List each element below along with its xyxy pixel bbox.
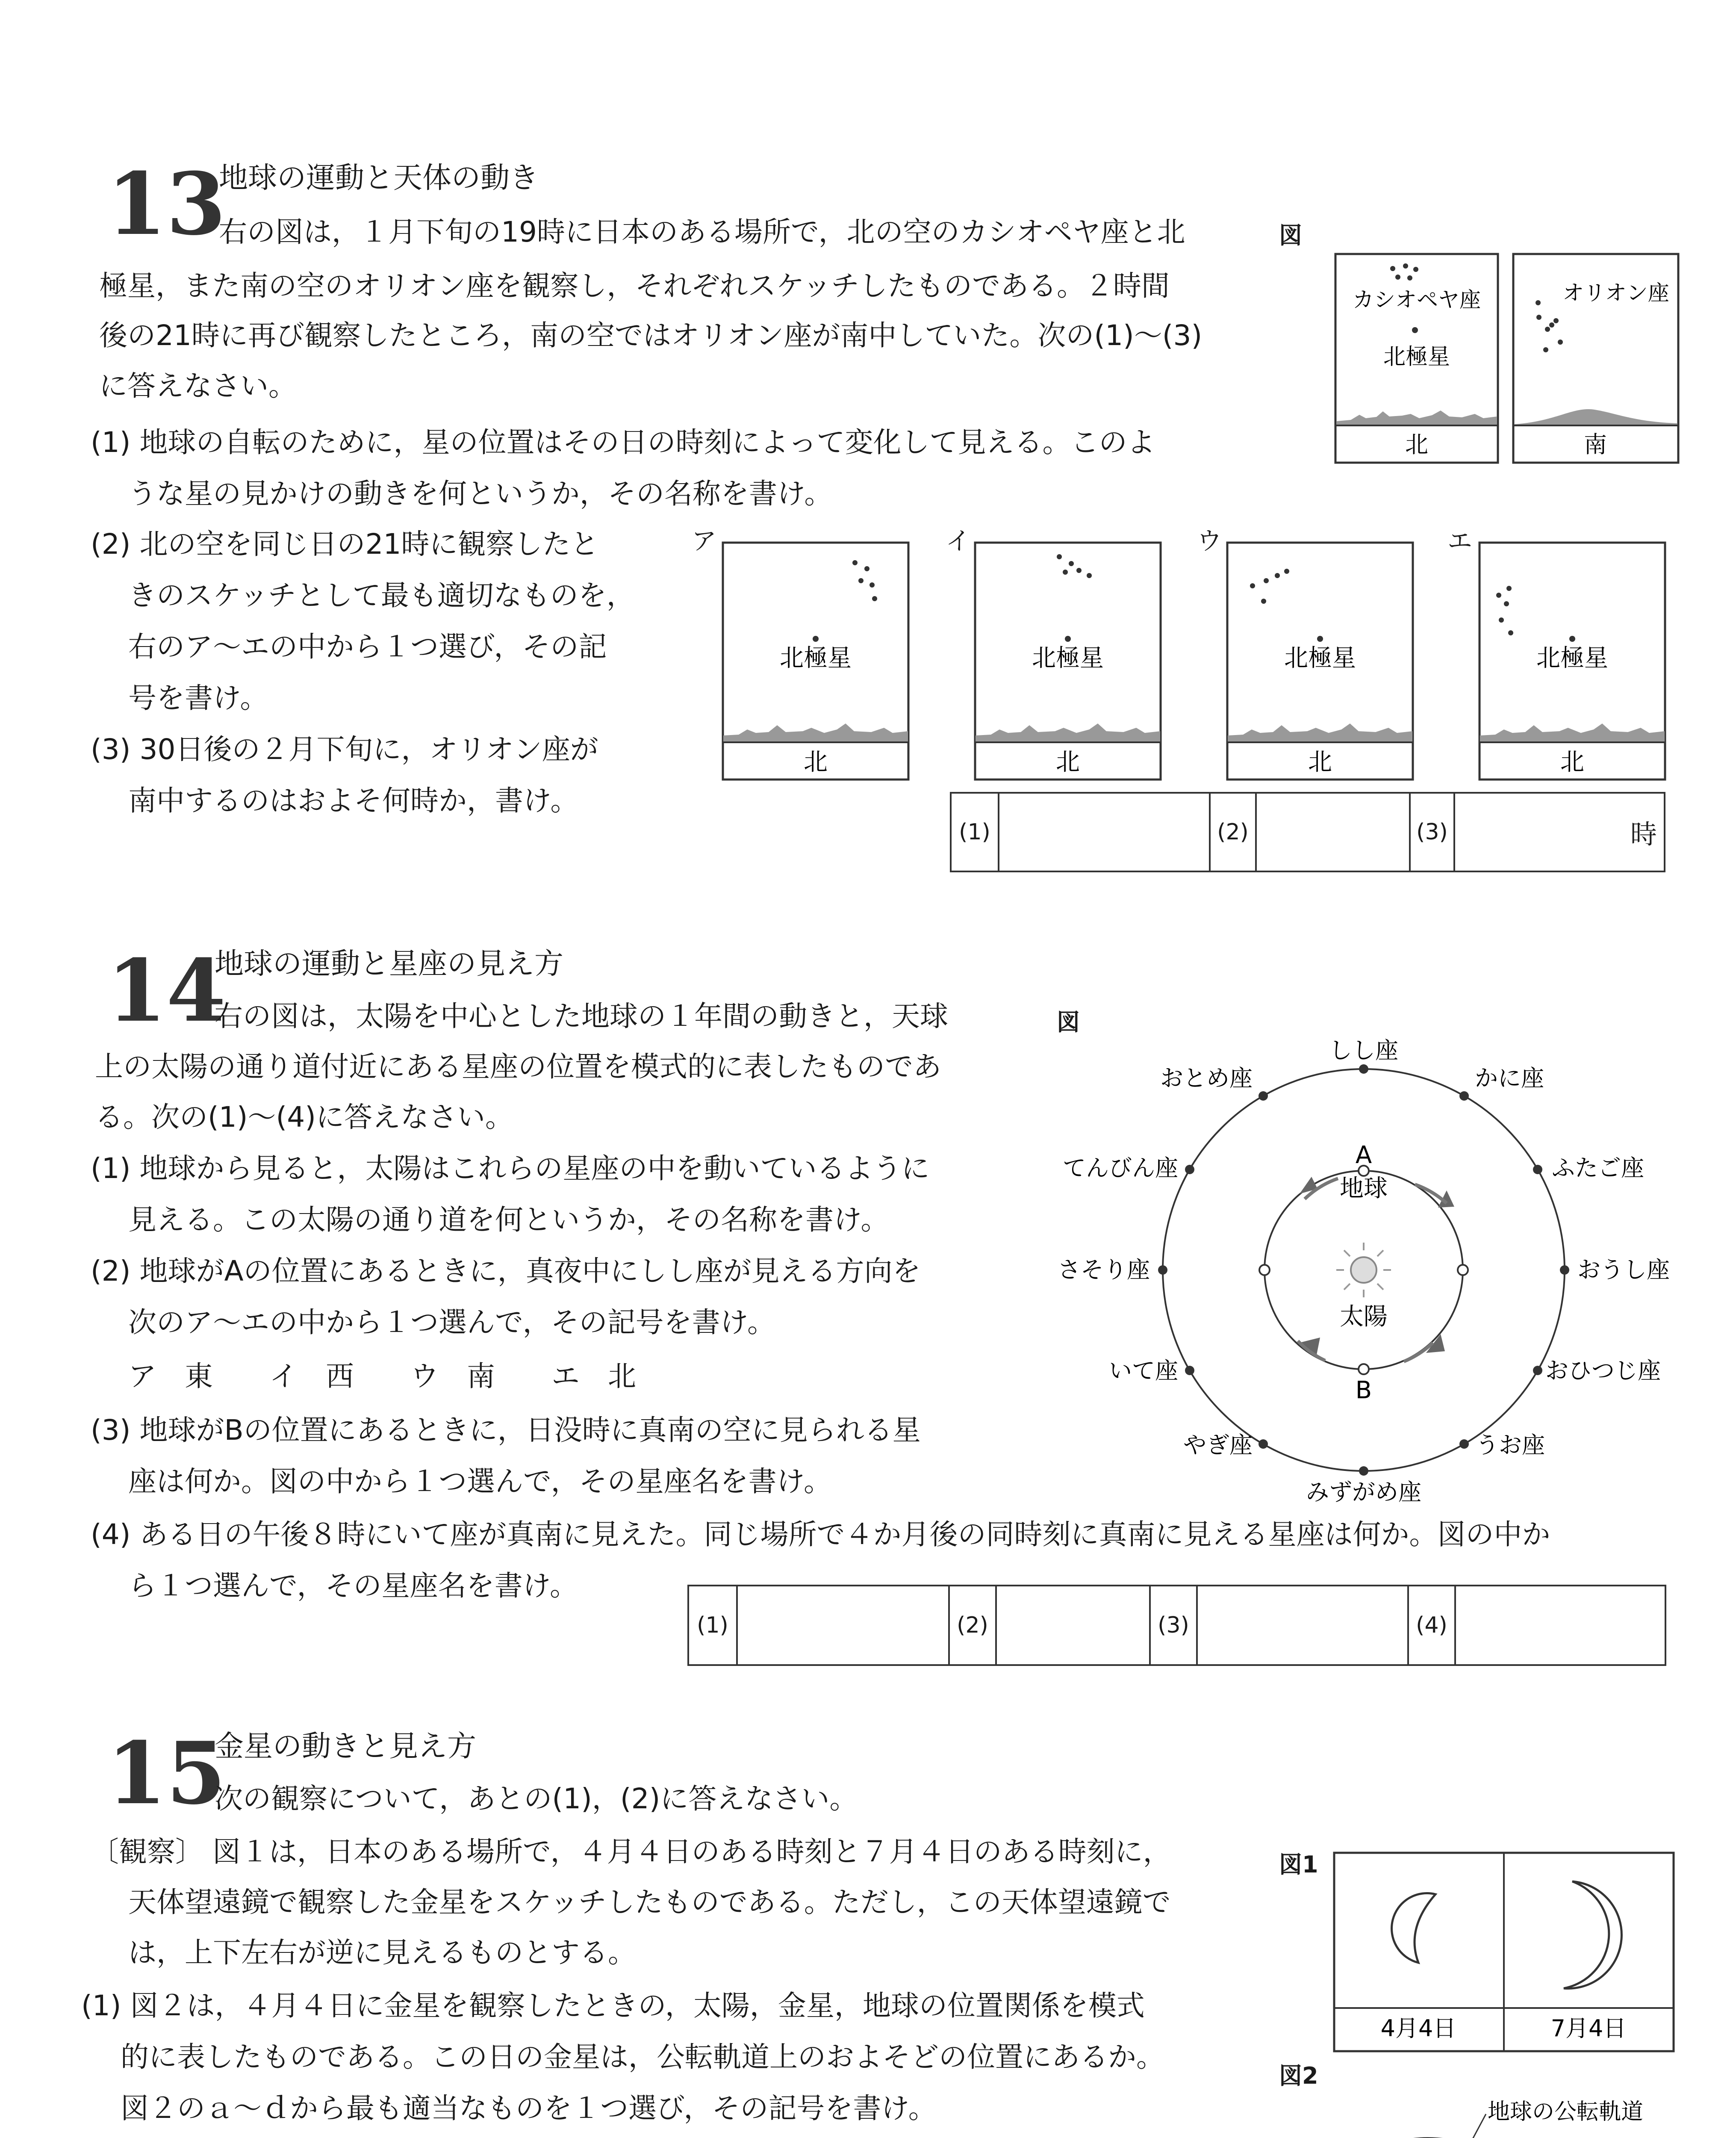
sun-label: 太陽 <box>1340 1303 1388 1331</box>
q15-fig2-label: 図2 <box>1279 2062 1318 2089</box>
earth-pos-right <box>1458 1265 1468 1275</box>
q13-q2-line4: 号を書け。 <box>128 682 268 715</box>
q13-answer-num3: (3) <box>1409 794 1453 871</box>
q14-q3-line2: 座は何か。図の中から１つ選んで，その星座名を書け。 <box>128 1465 832 1498</box>
const-yagi: やぎ座 <box>1183 1432 1253 1459</box>
const-tenbin: てんびん座 <box>1063 1155 1178 1181</box>
q13-answer-unit: 時 <box>1630 818 1657 850</box>
choice-u-dir: 北 <box>1308 748 1332 776</box>
q13-reference-figure <box>1334 252 1680 466</box>
q14-q1-line1: (1) 地球から見ると，太陽はこれらの星座の中を動いているように <box>91 1152 930 1185</box>
q14-answer-num4: (4) <box>1407 1586 1454 1664</box>
q13-intro-line3: 後の21時に再び観察したところ，南の空ではオリオン座が南中していた。次の(1)～(3) <box>99 319 1203 352</box>
fig1-date1: 4月4日 <box>1380 2015 1456 2042</box>
q14-fig-label: 図 <box>1057 1009 1080 1036</box>
choice-u-mark: ウ <box>1197 526 1222 555</box>
q13-q1-line1: (1) 地球の自転のために，星の位置はその日の時刻によって変化して見える。このよ <box>91 426 1155 459</box>
polaris-star <box>1412 327 1418 333</box>
q15-intro: 次の観察について，あとの(1)，(2)に答えなさい。 <box>215 1782 858 1815</box>
const-otome: おとめ座 <box>1160 1065 1253 1092</box>
q14-q2-line2: 次のア～エの中から１つ選んで，その記号を書け。 <box>128 1306 776 1339</box>
choice-u-panel <box>1226 541 1414 781</box>
q14-q4-line2: ら１つ選んで，その星座名を書け。 <box>128 1569 578 1602</box>
q14-orbit-figure <box>1043 1035 1710 1514</box>
q14-q2-options: ア 東 イ 西 ウ 南 エ 北 <box>128 1360 636 1393</box>
north-label: 北 <box>1405 431 1428 458</box>
const-futago: ふたご座 <box>1552 1155 1644 1181</box>
const-oushi: おうし座 <box>1577 1256 1670 1283</box>
choice-a-polaris: 北極星 <box>780 644 852 672</box>
const-shishi: しし座 <box>1329 1037 1398 1064</box>
orion-stars <box>1536 300 1563 352</box>
south-label: 南 <box>1584 431 1607 458</box>
const-uo: うお座 <box>1476 1432 1545 1459</box>
choice-e-panel <box>1478 541 1666 781</box>
q15-fig1-label: 図1 <box>1279 1851 1318 1878</box>
q13-answer-num2: (2) <box>1209 794 1255 871</box>
q14-answer-field1[interactable] <box>736 1586 948 1664</box>
q15-q1-line3: 図２のａ～ｄから最も適当なものを１つ選び，その記号を書け。 <box>121 2092 937 2125</box>
q15-number: 15 <box>107 1723 226 1824</box>
q15-fig1 <box>1333 1852 1675 2052</box>
q13-answer-num1: (1) <box>959 819 990 845</box>
const-kani: かに座 <box>1475 1065 1544 1092</box>
q13-number: 13 <box>107 154 226 254</box>
q15-obs-line3: は，上下左右が逆に見えるものとする。 <box>128 1936 636 1969</box>
q14-answer-box <box>687 1585 1666 1666</box>
choice-e-polaris: 北極星 <box>1536 644 1608 672</box>
q14-answer-field4[interactable] <box>1454 1586 1665 1664</box>
earth-pos-left <box>1259 1265 1270 1275</box>
q13-answer-field2[interactable] <box>1255 794 1409 871</box>
choice-a-panel <box>722 541 910 781</box>
venus-jul4-icon <box>1564 1881 1621 1988</box>
choice-e-mark: エ <box>1447 526 1473 555</box>
earth-label: 地球 <box>1340 1175 1388 1202</box>
q14-q2-line1: (2) 地球がAの位置にあるときに，真夜中にしし座が見える方向を <box>91 1255 921 1288</box>
q14-q1-line2: 見える。この太陽の通り道を何というか，その名称を書け。 <box>128 1203 889 1236</box>
q13-intro-line2: 極星，また南の空のオリオン座を観察し，それぞれスケッチしたものである。２時間 <box>99 269 1170 302</box>
orion-label: オリオン座 <box>1562 281 1669 305</box>
q15-obs-line2: 天体望遠鏡で観察した金星をスケッチしたものである。ただし，この天体望遠鏡で <box>128 1886 1171 1919</box>
choice-i-mark: イ <box>946 526 971 555</box>
q14-answer-field2[interactable] <box>995 1586 1149 1664</box>
q13-q2-line1: (2) 北の空を同じ日の21時に観察したと <box>91 528 599 561</box>
q14-q3-line1: (3) 地球がBの位置にあるときに，日没時に真南の空に見られる星 <box>91 1414 921 1447</box>
const-ohitsuji: おひつじ座 <box>1545 1357 1661 1384</box>
q14-intro-line2: 上の太陽の通り道付近にある星座の位置を模式的に表したものであ <box>95 1050 941 1083</box>
q13-answer-box <box>950 792 1665 872</box>
q13-intro-line4: に答えなさい。 <box>99 369 297 402</box>
q15-q1-line1: (1) 図２は，４月４日に金星を観察したときの，太陽，金星，地球の位置関係を模式 <box>81 1989 1145 2022</box>
q14-answer-num1: (1) <box>697 1612 728 1638</box>
choice-a-mark: ア <box>692 526 717 555</box>
choice-u-polaris: 北極星 <box>1284 644 1356 672</box>
q14-intro-line3: る。次の(1)～(4)に答えなさい。 <box>95 1101 513 1134</box>
cassiopeia-label: カシオペヤ座 <box>1353 287 1481 312</box>
north-sky-panel <box>1335 254 1498 463</box>
q14-answer-num2: (2) <box>948 1586 995 1664</box>
q13-answer-field3[interactable] <box>1453 794 1664 871</box>
q15-q1-line2: 的に表したものである。この日の金星は，公転軌道上のおよそどの位置にあるか。 <box>121 2041 1164 2073</box>
q14-answer-num3: (3) <box>1149 1586 1196 1664</box>
choice-i-dir: 北 <box>1056 748 1080 776</box>
const-ite: いて座 <box>1109 1357 1178 1384</box>
q13-intro-line1: 右の図は，１月下旬の19時に日本のある場所で，北の空のカシオペヤ座と北 <box>219 216 1185 248</box>
south-sky-panel <box>1513 254 1678 463</box>
q14-number: 14 <box>107 941 226 1041</box>
const-mizugame: みずがめ座 <box>1306 1479 1421 1506</box>
polaris-label: 北極星 <box>1383 344 1450 370</box>
q13-q3-line2: 南中するのはおよそ何時か，書け。 <box>128 784 579 817</box>
q14-answer-field3[interactable] <box>1196 1586 1407 1664</box>
fig1-date2: 7月4日 <box>1550 2015 1627 2042</box>
q13-title: 地球の運動と天体の動き <box>219 161 539 195</box>
q13-fig-label: 図 <box>1279 222 1302 249</box>
q15-title: 金星の動きと見え方 <box>215 1730 477 1763</box>
choice-i-panel <box>974 541 1162 781</box>
pos-a-label: A <box>1355 1141 1372 1169</box>
choice-e-dir: 北 <box>1560 748 1584 776</box>
q15-obs-line1: 〔観察〕 図１は，日本のある場所で，４月４日のある時刻と７月４日のある時刻に， <box>91 1835 1171 1868</box>
sun-icon <box>1336 1243 1391 1297</box>
choice-i-polaris: 北極星 <box>1032 644 1104 672</box>
venus-apr4-icon <box>1392 1893 1435 1963</box>
cassiopeia-stars <box>1390 263 1418 281</box>
q13-q2-line2: きのスケッチとして最も適切なものを， <box>128 579 635 612</box>
fig2-earth-orbit: 地球の公転軌道 <box>1488 2099 1644 2125</box>
q14-intro-line1: 右の図は，太陽を中心とした地球の１年間の動きと，天球 <box>215 1000 948 1033</box>
q13-answer-field1[interactable] <box>998 794 1209 871</box>
q14-q4-line1: (4) ある日の午後８時にいて座が真南に見えた。同じ場所で４か月後の同時刻に真南に見える星座は何か。図の中か <box>91 1518 1550 1551</box>
q13-q1-line2: うな星の見かけの動きを何というか，その名称を書け。 <box>128 477 833 510</box>
q13-q2-line3: 右のア～エの中から１つ選び，その記 <box>128 630 607 663</box>
orbit-arrow-4 <box>1426 1334 1445 1353</box>
q13-q3-line1: (3) 30日後の２月下旬に，オリオン座が <box>91 733 598 766</box>
q14-title: 地球の運動と星座の見え方 <box>215 947 564 981</box>
pos-b-label: B <box>1355 1376 1372 1404</box>
q15-fig2 <box>1265 2087 1693 2138</box>
earth-pos-b <box>1359 1364 1369 1374</box>
const-sasori: さそり座 <box>1058 1256 1150 1283</box>
choice-a-dir: 北 <box>804 748 828 776</box>
